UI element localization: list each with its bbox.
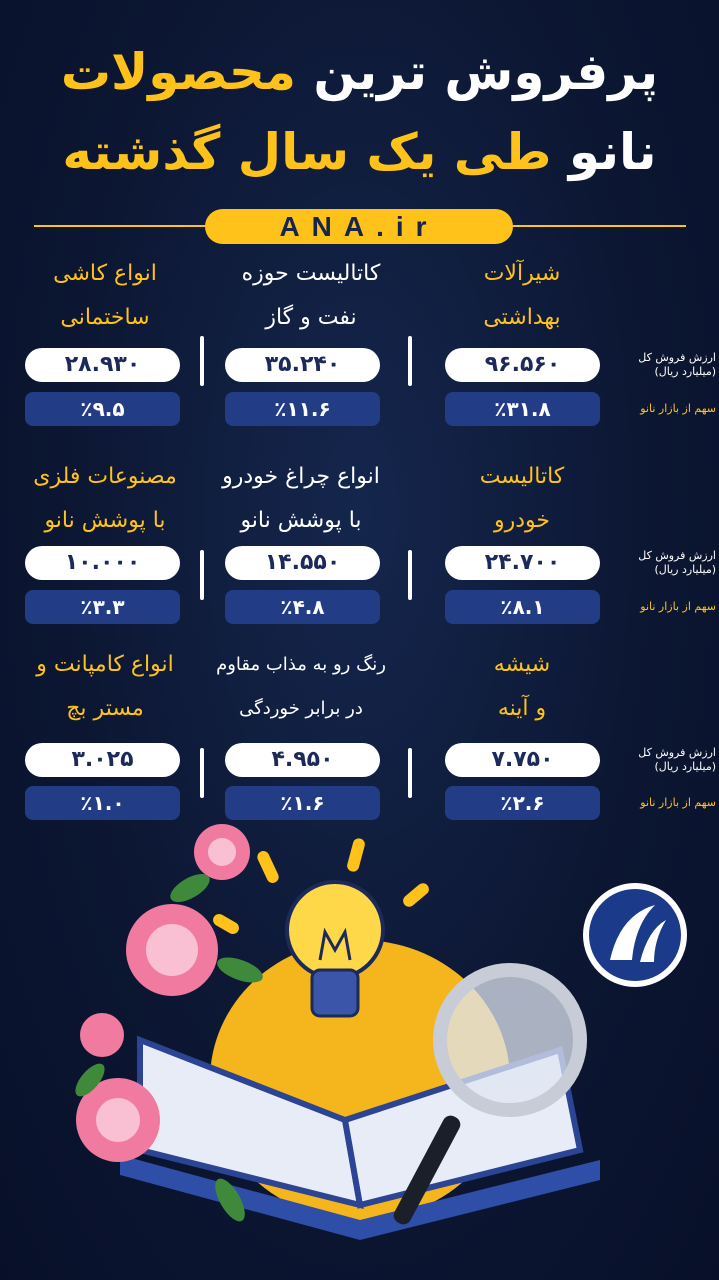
headline-word-white-2: نانو — [568, 123, 657, 181]
category-line-2: در برابر خوردگی — [239, 698, 363, 719]
category-label — [216, 252, 406, 340]
headline-line-1 — [0, 42, 719, 102]
sales-value: ۹۶.۵۶۰ — [445, 348, 600, 382]
light-ray — [401, 881, 432, 909]
category-line-1: مصنوعات فلزی — [33, 464, 177, 489]
market-share: ٪۹.۵ — [25, 392, 180, 426]
value-axis-label — [606, 351, 716, 379]
market-share: ٪۳.۳ — [25, 590, 180, 624]
value-label-line-1: ارزش فروش کل — [638, 746, 716, 759]
sales-value: ۲۸.۹۳۰ — [25, 348, 180, 382]
column-separator — [200, 336, 204, 386]
value-label-line-2: (میلیارد ریال) — [654, 365, 716, 378]
category-line-2: با پوشش نانو — [240, 508, 362, 533]
column-separator — [408, 550, 412, 600]
column-separator — [408, 748, 412, 798]
sales-value: ۲۴.۷۰۰ — [445, 546, 600, 580]
magnifier-icon — [440, 970, 580, 1110]
value-axis-label — [606, 746, 716, 774]
column-separator — [408, 336, 412, 386]
market-share: ٪۱.۰ — [25, 786, 180, 820]
share-axis-label: سهم از بازار نانو — [640, 600, 716, 613]
headline-word-yellow-2: طی یک سال گذشته — [62, 123, 552, 181]
category-label — [427, 252, 617, 340]
category-label — [427, 643, 617, 731]
light-ray — [346, 837, 366, 873]
ana-logo-icon — [580, 880, 690, 990]
category-line-2: و آینه — [497, 696, 547, 721]
category-line-1: شیرآلات — [483, 261, 561, 286]
category-label — [10, 643, 200, 731]
market-share: ٪۸.۱ — [445, 590, 600, 624]
category-line-2: نفت و گاز — [265, 305, 357, 330]
column-separator — [200, 550, 204, 600]
share-axis-label: سهم از بازار نانو — [640, 402, 716, 415]
market-share: ٪۲.۶ — [445, 786, 600, 820]
light-ray — [255, 849, 280, 885]
source-badge: ANA.ir — [205, 209, 513, 244]
category-line-1: کاتالیست — [479, 464, 565, 489]
value-label-line-2: (میلیارد ریال) — [654, 760, 716, 773]
value-label-line-1: ارزش فروش کل — [638, 549, 716, 562]
category-line-1: انواع کاشی — [53, 261, 157, 286]
category-label — [10, 252, 200, 340]
sales-value: ۷.۷۵۰ — [445, 743, 600, 777]
headline-word-white: پرفروش ترین — [313, 43, 659, 101]
value-label-line-1: ارزش فروش کل — [638, 351, 716, 364]
flower-icon — [80, 1013, 124, 1057]
category-label — [427, 455, 617, 543]
sales-value: ۴.۹۵۰ — [225, 743, 380, 777]
category-line-2: خودرو — [493, 508, 550, 533]
category-line-2: مستر بچ — [66, 696, 144, 721]
value-label-line-2: (میلیارد ریال) — [654, 563, 716, 576]
category-line-1: انواع کامپانت و — [36, 652, 174, 677]
sales-value: ۳۵.۲۴۰ — [225, 348, 380, 382]
category-label — [206, 455, 396, 543]
light-ray — [211, 912, 241, 936]
sales-value: ۳.۰۲۵ — [25, 743, 180, 777]
bulb-icon — [287, 882, 383, 978]
category-label — [206, 643, 396, 731]
market-share: ٪۳۱.۸ — [445, 392, 600, 426]
category-line-1: رنگ رو به مذاب مقاوم — [216, 654, 386, 675]
headline-word-yellow: محصولات — [60, 43, 296, 101]
category-line-1: کاتالیست حوزه — [241, 261, 381, 286]
market-share: ٪۱.۶ — [225, 786, 380, 820]
market-share: ٪۱۱.۶ — [225, 392, 380, 426]
category-line-1: انواع چراغ خودرو — [222, 464, 380, 489]
headline-line-2 — [0, 122, 719, 182]
category-label — [10, 455, 200, 543]
sales-value: ۱۴.۵۵۰ — [225, 546, 380, 580]
column-separator — [200, 748, 204, 798]
share-axis-label: سهم از بازار نانو — [640, 796, 716, 809]
category-line-2: ساختمانی — [60, 305, 150, 330]
sales-value: ۱۰.۰۰۰ — [25, 546, 180, 580]
category-line-2: با پوشش نانو — [44, 508, 166, 533]
market-share: ٪۴.۸ — [225, 590, 380, 624]
value-axis-label — [606, 549, 716, 577]
category-line-1: شیشه — [493, 652, 551, 677]
bulb-base — [312, 970, 358, 1016]
category-line-2: بهداشتی — [483, 305, 561, 330]
